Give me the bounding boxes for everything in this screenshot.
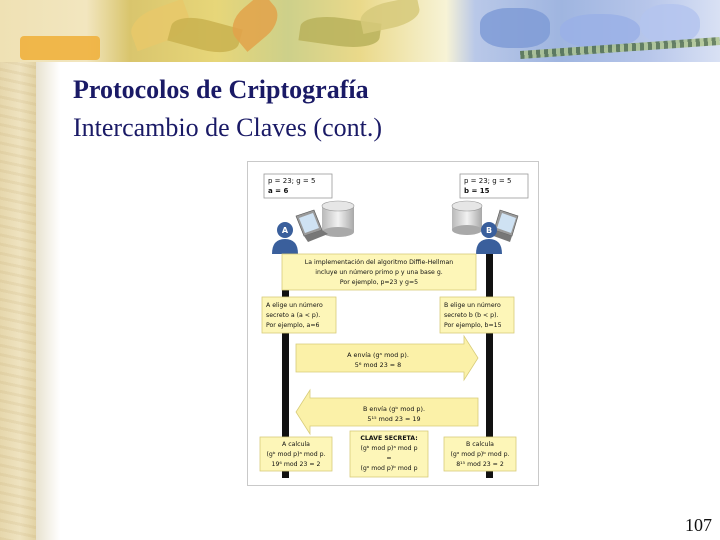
secret-key-line-1: CLAVE SECRETA: — [360, 435, 418, 442]
bob-param-line-1: p = 23; g = 5 — [464, 177, 512, 185]
alice-param-line-1: p = 23; g = 5 — [268, 177, 316, 185]
secret-key-note — [350, 431, 428, 477]
alice-secret-note — [262, 297, 336, 333]
alice-secret-line-2: secreto a (a < p). — [266, 312, 321, 319]
page-number: 107 — [685, 515, 712, 535]
alice-person-icon — [272, 222, 298, 254]
alice-calc-line-3: 19⁶ mod 23 = 2 — [271, 461, 321, 468]
a-sends-arrow — [296, 336, 478, 380]
intro-line-1: La implementación del algoritmo Diffie-Hellman — [304, 259, 454, 266]
secret-key-line-3: = — [386, 455, 392, 462]
b-sends-line-1: B envía (gᵇ mod p). — [362, 405, 426, 413]
intro-line-3: Por ejemplo, p=23 y g=5 — [339, 279, 419, 286]
bob-secret-line-2: secreto b (b < p). — [444, 312, 499, 319]
b-sends-line-2: 5¹⁵ mod 23 = 19 — [367, 415, 421, 423]
bob-secret-note — [440, 297, 514, 333]
b-sends-arrow — [296, 390, 478, 434]
bob-calc-note — [444, 437, 516, 471]
bob-calc-line-3: 8¹⁵ mod 23 = 2 — [456, 461, 504, 468]
slide-shadow — [36, 60, 60, 540]
bob-label: B — [485, 226, 493, 235]
bob-params-note — [460, 174, 528, 198]
bob-calc-line-2: (gᵃ mod p)ᵇ mod p. — [450, 451, 510, 458]
alice-secret-line-1: A elige un número — [266, 302, 323, 309]
alice-calc-note — [260, 437, 332, 471]
decorative-banner — [0, 0, 720, 62]
intro-note — [282, 254, 476, 290]
slide-title-line-2: Intercambio de Claves (cont.) — [73, 113, 382, 142]
bob-secret-line-1: B elige un número — [444, 302, 501, 309]
bob-param-line-2: b = 15 — [464, 187, 490, 195]
diagram-svg — [248, 162, 538, 485]
alice-param-line-2: a = 6 — [268, 187, 289, 195]
bob-database-icon — [452, 201, 482, 235]
a-sends-line-1: A envía (gᵃ mod p). — [347, 351, 409, 359]
alice-params-note — [264, 174, 332, 198]
secret-key-line-4: (gᵃ mod p)ᵇ mod p — [360, 465, 418, 472]
alice-secret-line-3: Por ejemplo, a=6 — [266, 322, 320, 329]
parchment-strip — [0, 0, 36, 540]
alice-database-icon — [322, 201, 354, 237]
alice-calc-line-1: A calcula — [282, 441, 310, 448]
secret-key-line-2: (gᵇ mod p)ᵃ mod p — [360, 445, 418, 452]
alice-label: A — [281, 226, 289, 235]
diffie-hellman-diagram — [247, 161, 539, 486]
alice-calc-line-2: (gᵇ mod p)ᵃ mod p. — [266, 451, 326, 458]
slide-title-line-1: Protocolos de Criptografía — [73, 75, 369, 104]
a-sends-line-2: 5⁶ mod 23 = 8 — [354, 361, 402, 369]
bob-calc-line-1: B calcula — [466, 441, 494, 448]
intro-line-2: incluye un número primo p y una base g. — [315, 269, 443, 276]
bob-secret-line-3: Por ejemplo, b=15 — [444, 322, 502, 329]
